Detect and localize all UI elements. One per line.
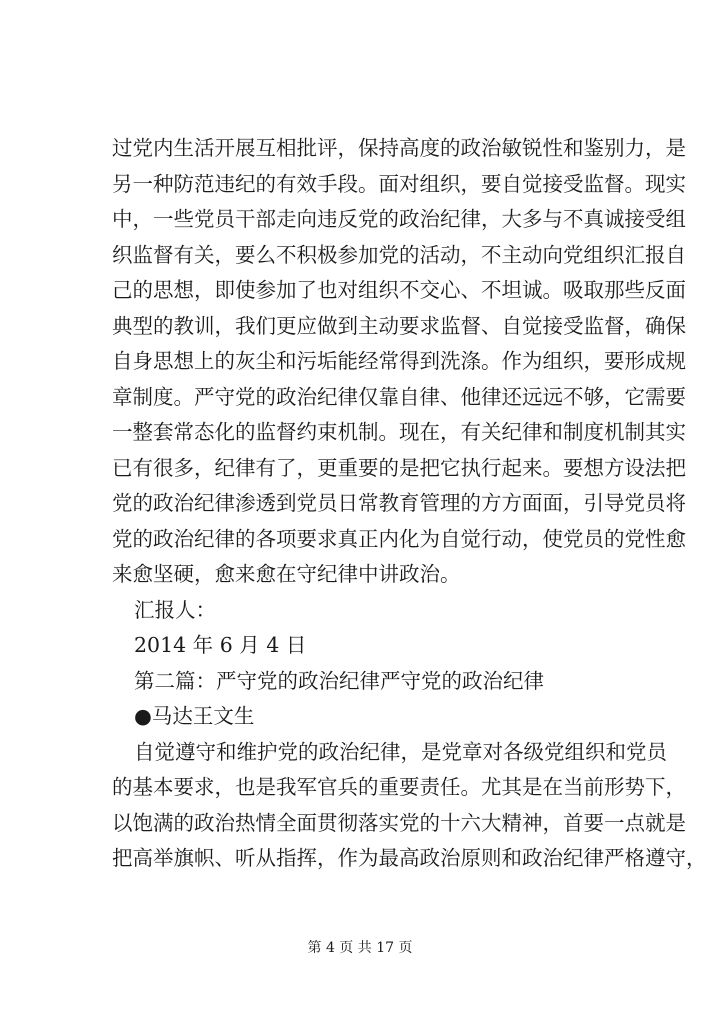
paragraph-line: 章制度。严守党的政治纪律仅靠自律、他律还远远不够，它需要	[112, 385, 686, 409]
page-footer: 第 4 页 共 17 页	[307, 940, 413, 956]
paragraph-line: 过党内生活开展互相批评，保持高度的政治敏锐性和鉴别力，是	[112, 136, 686, 160]
paragraph-line-last: 来愈坚硬，愈来愈在守纪律中讲政治。	[112, 562, 461, 586]
paragraph-line: 典型的教训，我们更应做到主动要求监督、自觉接受监督，确保	[112, 314, 686, 338]
paragraph-line: 中，一些党员干部走向违反党的政治纪律，大多与不真诚接受组	[112, 207, 686, 231]
paragraph-line: 党的政治纪律的各项要求真正内化为自觉行动，使党员的党性愈	[112, 527, 686, 551]
paragraph-line: 以饱满的政治热情全面贯彻落实党的十六大精神，首要一点就是	[112, 811, 686, 835]
paragraph-line: 的基本要求，也是我军官兵的重要责任。尤其是在当前形势下，	[112, 775, 686, 799]
paragraph-line-first: 自觉遵守和维护党的政治纪律，是党章对各级党组织和党员	[134, 740, 667, 764]
paragraph-line: 党的政治纪律渗透到党员日常教育管理的方方面面，引导党员将	[112, 491, 686, 515]
paragraph-line: 另一种防范违纪的有效手段。面对组织，要自觉接受监督。现实	[112, 172, 686, 196]
paragraph-line: 自身思想上的灰尘和污垢能经常得到洗涤。作为组织，要形成规	[112, 349, 686, 373]
report-date: 2014 年 6 月 4 日	[134, 633, 307, 657]
paragraph-line: 织监督有关，要么不积极参加党的活动，不主动向党组织汇报自	[112, 243, 686, 267]
author-line: ●马达王文生	[134, 704, 255, 728]
paragraph-line: 把高举旗帜、听从指挥，作为最高政治原则和政治纪律严格遵守，	[112, 846, 707, 870]
reporter-label: 汇报人：	[134, 598, 216, 622]
paragraph-line: 己的思想，即使参加了也对组织不交心、不坦诚。吸取那些反面	[112, 278, 686, 302]
paragraph-line: 一整套常态化的监督约束机制。现在，有关纪律和制度机制其实	[112, 420, 686, 444]
paragraph-line: 已有很多，纪律有了，更重要的是把它执行起来。要想方设法把	[112, 456, 686, 480]
chapter-title: 第二篇：严守党的政治纪律严守党的政治纪律	[134, 669, 544, 693]
